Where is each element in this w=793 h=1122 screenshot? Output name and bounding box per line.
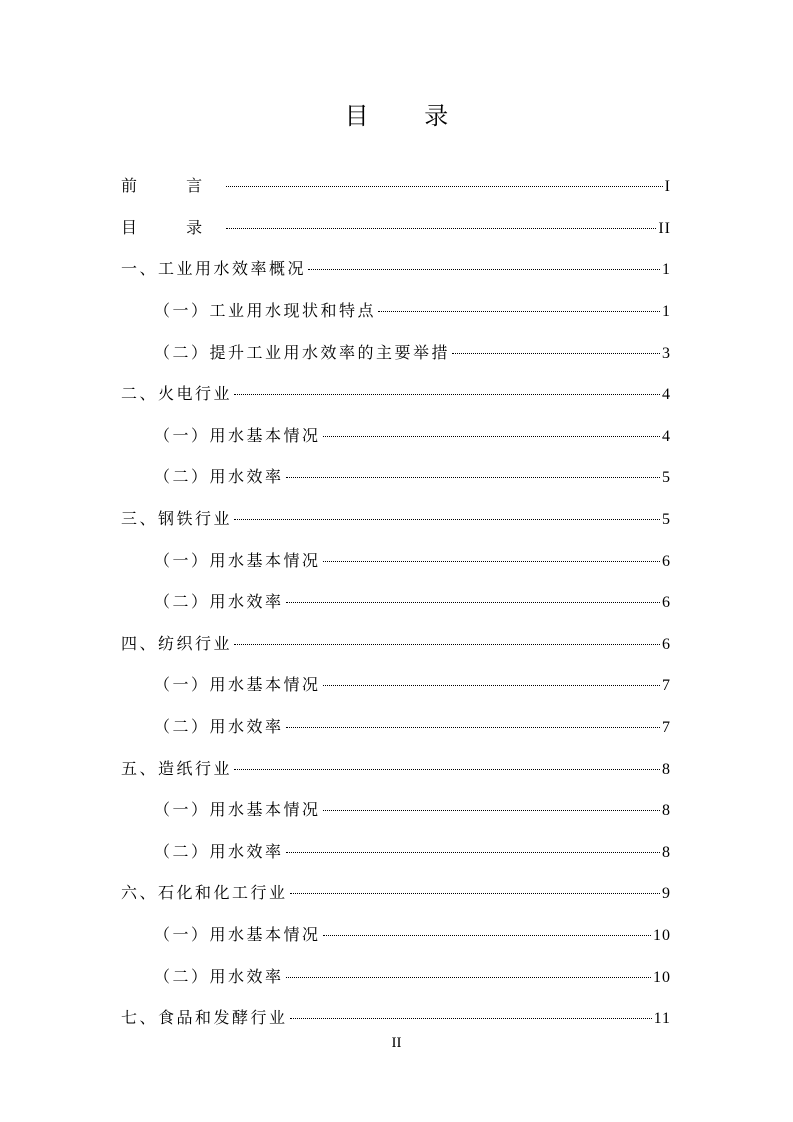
toc-entry-content xyxy=(154,301,671,322)
toc-entry-label: （二）提升工业用水效率的主要举措 xyxy=(154,342,451,362)
toc-entry-label: （一）用水基本情况 xyxy=(154,675,321,695)
toc-entry-content xyxy=(154,592,671,613)
toc-entry-label: 二、火电行业 xyxy=(121,384,233,404)
dot-leader xyxy=(290,1018,652,1019)
toc-entry-page-number: 5 xyxy=(662,469,671,487)
toc-entry-label: （二）用水效率 xyxy=(154,966,284,986)
toc-entry-page-number: I xyxy=(664,178,671,196)
toc-entry-label: （一）用水基本情况 xyxy=(154,425,321,445)
toc-entry-content xyxy=(154,467,671,488)
toc-entry-content xyxy=(121,259,671,280)
dot-leader xyxy=(286,477,660,478)
toc-entry-page-number: 4 xyxy=(662,427,671,445)
toc-entry[interactable] xyxy=(0,956,793,998)
toc-entry-content xyxy=(121,634,671,655)
toc-entry[interactable] xyxy=(0,624,793,666)
toc-entry-label: （一）工业用水现状和特点 xyxy=(154,301,377,321)
toc-entry-content xyxy=(121,384,671,405)
toc-entry-label: 一、工业用水效率概况 xyxy=(121,259,307,279)
toc-entry-content xyxy=(121,883,671,904)
dot-leader xyxy=(226,228,656,229)
toc-entry-label: 六、石化和化工行业 xyxy=(121,883,288,903)
toc-entry-page-number: 6 xyxy=(662,635,671,653)
toc-entry[interactable] xyxy=(0,832,793,874)
toc-entry-page-number: 6 xyxy=(662,552,671,570)
toc-entry[interactable] xyxy=(0,291,793,333)
dot-leader xyxy=(286,977,651,978)
toc-entry-page-number: 7 xyxy=(662,677,671,695)
dot-leader xyxy=(323,810,660,811)
toc-entry-page-number: 9 xyxy=(662,885,671,903)
toc-entry-page-number: II xyxy=(658,219,671,237)
toc-entry[interactable] xyxy=(0,873,793,915)
toc-entry-content xyxy=(154,426,671,447)
toc-entry-content xyxy=(121,176,671,197)
toc-entry-content xyxy=(154,967,671,988)
toc-entry-label: 前 言 xyxy=(121,176,225,196)
toc-entry-page-number: 11 xyxy=(653,1010,671,1028)
dot-leader xyxy=(378,311,660,312)
dot-leader xyxy=(323,935,651,936)
toc-entry-content xyxy=(154,551,671,572)
dot-leader xyxy=(234,644,660,645)
toc-entry-content xyxy=(121,1008,671,1029)
dot-leader xyxy=(286,602,660,603)
dot-leader xyxy=(323,561,660,562)
dot-leader xyxy=(290,893,660,894)
dot-leader xyxy=(323,436,660,437)
toc-entry[interactable] xyxy=(0,332,793,374)
toc-entry-content xyxy=(154,925,671,946)
toc-entry[interactable] xyxy=(0,665,793,707)
toc-entry[interactable] xyxy=(0,790,793,832)
toc-entry-page-number: 6 xyxy=(662,594,671,612)
dot-leader xyxy=(234,769,660,770)
toc-entry-page-number: 8 xyxy=(662,802,671,820)
dot-leader xyxy=(286,852,660,853)
dot-leader xyxy=(308,269,660,270)
dot-leader xyxy=(286,727,660,728)
toc-entry-label: 七、食品和发酵行业 xyxy=(121,1008,288,1028)
toc-entry-page-number: 3 xyxy=(662,344,671,362)
toc-entry-page-number: 10 xyxy=(653,926,671,944)
dot-leader xyxy=(452,353,660,354)
toc-entry[interactable] xyxy=(0,499,793,541)
toc-entry-content xyxy=(154,675,671,696)
dot-leader xyxy=(234,394,660,395)
toc-entry-page-number: 8 xyxy=(662,843,671,861)
toc-entry-content xyxy=(121,509,671,530)
toc-entry-page-number: 7 xyxy=(662,719,671,737)
toc-entry-content xyxy=(154,800,671,821)
page-number-footer: II xyxy=(391,1035,402,1051)
toc-entry-content xyxy=(121,218,671,239)
toc-entry-label: 四、纺织行业 xyxy=(121,633,233,653)
toc-entry-label: 五、造纸行业 xyxy=(121,758,233,778)
toc-entry-label: （一）用水基本情况 xyxy=(154,550,321,570)
toc-entry-page-number: 8 xyxy=(662,760,671,778)
toc-entry-content xyxy=(154,717,671,738)
toc-entry-label: （一）用水基本情况 xyxy=(154,924,321,944)
dot-leader xyxy=(234,519,660,520)
toc-entry-label: 三、钢铁行业 xyxy=(121,509,233,529)
toc-entry[interactable] xyxy=(0,416,793,458)
toc-entry[interactable] xyxy=(0,915,793,957)
toc-entry[interactable] xyxy=(0,374,793,416)
toc-entry-content xyxy=(154,343,671,364)
toc-entry[interactable] xyxy=(0,166,793,208)
toc-entry-page-number: 1 xyxy=(662,261,671,279)
table-of-contents xyxy=(0,166,793,1039)
toc-entry[interactable] xyxy=(0,457,793,499)
toc-entry[interactable] xyxy=(0,582,793,624)
toc-entry[interactable] xyxy=(0,540,793,582)
toc-entry[interactable] xyxy=(0,208,793,250)
toc-entry[interactable] xyxy=(0,998,793,1040)
toc-entry-label: （二）用水效率 xyxy=(154,717,284,737)
toc-entry-content xyxy=(121,759,671,780)
toc-entry-page-number: 5 xyxy=(662,511,671,529)
page-title: 目 录 xyxy=(344,102,473,130)
toc-entry[interactable] xyxy=(0,249,793,291)
toc-entry[interactable] xyxy=(0,707,793,749)
toc-entry[interactable] xyxy=(0,748,793,790)
toc-entry-label: （二）用水效率 xyxy=(154,841,284,861)
toc-entry-label: （一）用水基本情况 xyxy=(154,800,321,820)
toc-entry-content xyxy=(154,842,671,863)
toc-entry-page-number: 1 xyxy=(662,303,671,321)
toc-entry-label: （二）用水效率 xyxy=(154,592,284,612)
dot-leader xyxy=(323,685,660,686)
toc-entry-page-number: 10 xyxy=(653,968,671,986)
toc-entry-label: （二）用水效率 xyxy=(154,467,284,487)
toc-entry-label: 目 录 xyxy=(121,217,225,237)
toc-entry-page-number: 4 xyxy=(662,386,671,404)
dot-leader xyxy=(226,186,663,187)
